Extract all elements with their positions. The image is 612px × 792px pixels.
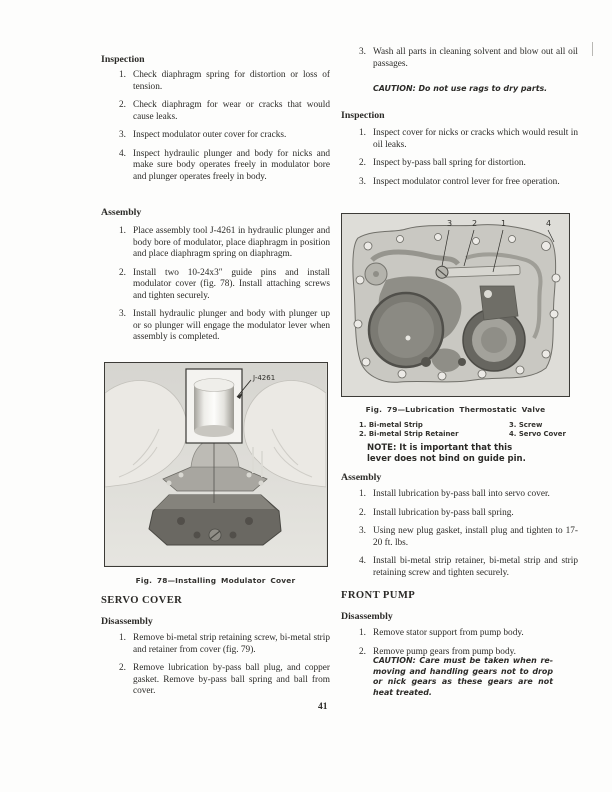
heading-servo-cover: SERVO COVER bbox=[101, 595, 183, 606]
item-text: Install lubrication by-pass ball spring. bbox=[373, 507, 514, 518]
item-text: Inspect modulator control lever for free operation. bbox=[373, 176, 560, 187]
list-item bbox=[341, 628, 578, 640]
assembly-modulator-list bbox=[101, 226, 330, 351]
item-number: 1. bbox=[359, 128, 366, 138]
servo-disassembly-list bbox=[101, 633, 330, 705]
heading-inspection-modulator: Inspection bbox=[101, 54, 145, 65]
dark-hole bbox=[458, 358, 466, 366]
tool-label: J-4261 bbox=[253, 374, 276, 382]
item-number: 3. bbox=[359, 176, 366, 187]
heading-front-pump-disassembly: Disassembly bbox=[341, 611, 393, 622]
note-lever-guide-pin: NOTE: It is important that this lever does not bind on guide pin. bbox=[367, 443, 526, 464]
item-number: 1. bbox=[119, 70, 126, 80]
list-item bbox=[341, 508, 578, 520]
heading-assembly-servo: Assembly bbox=[341, 472, 382, 483]
item-number: 2. bbox=[119, 267, 126, 278]
item-text: Remove bi-metal strip retaining screw, bi-metal strip and retainer from cover (fig. 79). bbox=[133, 633, 330, 655]
heading-servo-disassembly: Disassembly bbox=[101, 616, 153, 627]
inspection-modulator-list bbox=[101, 70, 330, 190]
heading-assembly-modulator: Assembly bbox=[101, 207, 142, 218]
scan-edge-mark bbox=[592, 42, 593, 56]
item-text: Install two 10-24x3″ guide pins and install modulator cover (fig. 78). Install attaching screws and tighten securely. bbox=[133, 267, 330, 301]
item-number: 4. bbox=[359, 556, 366, 566]
list-item bbox=[101, 268, 330, 303]
item-text: Install bi-metal strip retainer, bi-metal strip and strip retaining screw and tighten securely. bbox=[373, 556, 578, 578]
tool-cylinder-body bbox=[194, 385, 234, 431]
legend-entry: 3. Screw bbox=[509, 421, 543, 429]
legend-entry: 1. Bi-metal Strip bbox=[359, 421, 423, 429]
item-text: Install hydraulic plunger and body with plunger up or so plunger will engage the modulator lever when assembly is completed. bbox=[133, 309, 330, 342]
assembly-servo-list bbox=[341, 489, 578, 586]
list-item bbox=[101, 226, 330, 261]
callout-1: 1 bbox=[501, 219, 507, 228]
item-text: Inspect hydraulic plunger and body for nicks and make sure body operates freely in modulator bore and plunger operates freely in body. bbox=[133, 148, 330, 182]
item-number: 4. bbox=[119, 148, 126, 159]
dark-hole bbox=[421, 357, 431, 367]
figure-79-caption: Fig. 79—Lubrication Thermostatic Valve bbox=[365, 405, 546, 414]
item-number: 2. bbox=[359, 646, 366, 657]
item-text: Inspect by-pass ball spring for distortion. bbox=[373, 158, 526, 168]
figure-79-illustration bbox=[342, 214, 568, 395]
item-number: 1. bbox=[119, 633, 126, 643]
item-number: 3. bbox=[359, 47, 366, 57]
list-item bbox=[341, 177, 578, 189]
heading-inspection-servo: Inspection bbox=[341, 110, 385, 121]
figure-78-photo bbox=[104, 362, 328, 567]
list-item bbox=[101, 149, 330, 184]
item-number: 3. bbox=[359, 526, 366, 536]
legend-entry: 4. Servo Cover bbox=[509, 429, 566, 438]
tool-cylinder-bottom bbox=[194, 425, 234, 437]
item-text: Install lubrication by-pass ball into servo cover. bbox=[373, 489, 550, 499]
item-number: 3. bbox=[119, 130, 126, 140]
item-number: 1. bbox=[359, 489, 366, 499]
figure-78-caption: Fig. 78—Installing Modulator Cover bbox=[135, 576, 296, 585]
list-item bbox=[341, 556, 578, 579]
list-item bbox=[101, 309, 330, 344]
cleaning-list bbox=[341, 47, 578, 77]
tool-cylinder-top bbox=[194, 379, 234, 392]
item-text: Place assembly tool J-4261 in hydraulic plunger and body bore of modulator, place diaphragm in position and place diaphragm spring on diaphragm. bbox=[133, 226, 330, 259]
callout-2: 2 bbox=[472, 219, 478, 228]
list-item bbox=[341, 128, 578, 151]
caution-no-rags: CAUTION: Do not use rags to dry parts. bbox=[373, 84, 548, 93]
figure-79-photo bbox=[341, 213, 570, 397]
list-item bbox=[341, 47, 578, 70]
item-text: Using new plug gasket, install plug and tighten to 17-20 ft. lbs. bbox=[373, 526, 578, 548]
list-item bbox=[101, 130, 330, 142]
list-item bbox=[341, 158, 578, 170]
list-item bbox=[101, 663, 330, 698]
item-number: 1. bbox=[119, 226, 126, 236]
heading-front-pump: FRONT PUMP bbox=[341, 590, 416, 601]
item-number: 2. bbox=[119, 100, 126, 110]
servo-bore-inner bbox=[481, 327, 507, 353]
figure-79-legend bbox=[341, 421, 578, 438]
item-number: 2. bbox=[359, 507, 366, 518]
bore-center-dot bbox=[406, 336, 411, 341]
page-number: 41 bbox=[318, 702, 328, 712]
caution-gears-not-heat-treated: CAUTION: Care must be taken when removing and handling gears not to drop or nick gears as these gears are not heat treated. bbox=[373, 656, 553, 697]
item-number: 1. bbox=[359, 628, 366, 638]
item-text: Check diaphragm for wear or cracks that would cause leaks. bbox=[133, 100, 330, 122]
item-number: 2. bbox=[359, 158, 366, 168]
item-text: Remove stator support from pump body. bbox=[373, 628, 524, 638]
inspection-servo-list bbox=[341, 128, 578, 195]
list-item bbox=[101, 70, 330, 93]
callout-3: 3 bbox=[447, 219, 453, 228]
base-top-surface bbox=[155, 495, 275, 509]
item-text: Inspect modulator outer cover for cracks. bbox=[133, 130, 287, 140]
item-number: 2. bbox=[119, 663, 126, 673]
item-text: Wash all parts in cleaning solvent and blow out all oil passages. bbox=[373, 47, 578, 69]
legend-entry: 2. Bi-metal Strip Retainer bbox=[359, 429, 459, 438]
figure-78-illustration bbox=[105, 363, 326, 565]
list-item bbox=[101, 100, 330, 123]
item-text: Inspect cover for nicks or cracks which would result in oil leaks. bbox=[373, 128, 578, 150]
item-text: Check diaphragm spring for distortion or loss of tension. bbox=[133, 70, 330, 92]
callout-4: 4 bbox=[546, 219, 552, 228]
list-item bbox=[101, 633, 330, 656]
list-item bbox=[341, 526, 578, 549]
item-text: Remove pump gears from pump body. bbox=[373, 646, 516, 657]
item-number: 3. bbox=[119, 309, 126, 319]
large-bore-inner bbox=[378, 302, 434, 358]
item-text: Remove lubrication by-pass ball plug, and copper gasket. Remove by-pass ball spring and ball from cover. bbox=[133, 663, 330, 696]
list-item bbox=[341, 489, 578, 501]
